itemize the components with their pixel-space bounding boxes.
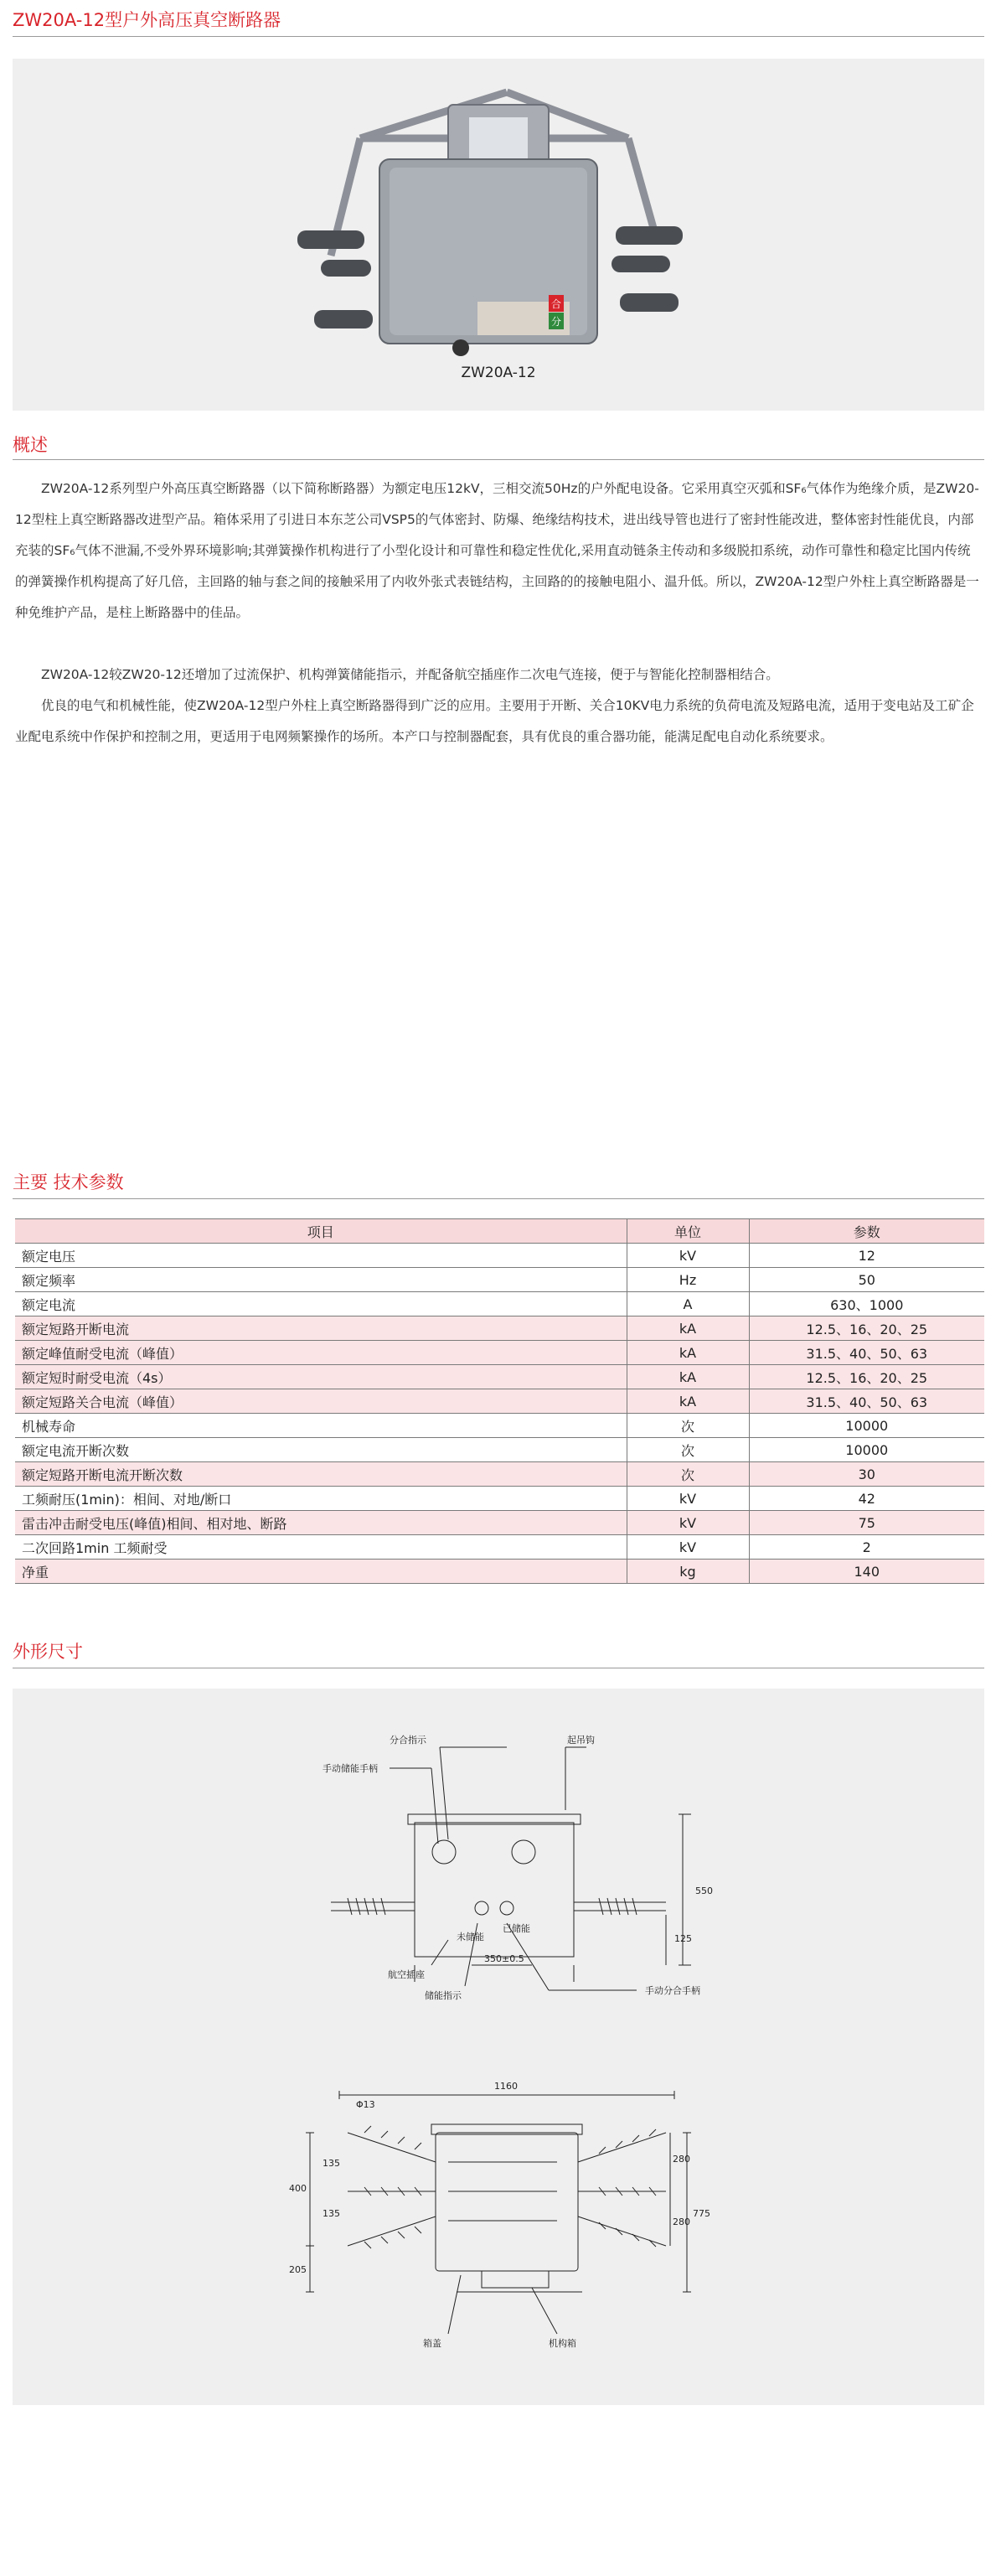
table-row: [15, 1389, 984, 1414]
label-manual-open-close-handle: 手动分合手柄: [645, 1985, 700, 1996]
col-header-value: 参数: [749, 1219, 984, 1244]
spec-item: 额定峰值耐受电流（峰值）: [15, 1341, 627, 1365]
spec-item: 工频耐压(1min)：相间、对地/断口: [15, 1487, 627, 1511]
spec-value: 10000: [749, 1414, 984, 1438]
spec-item: 额定短路开断电流开断次数: [15, 1462, 627, 1487]
overview-paragraph-2: ZW20A-12较ZW20-12还增加了过流保护、机构弹簧储能指示，并配备航空插座作二次电气连接，便于与智能化控制器相结合。: [41, 667, 779, 682]
spec-value: 630、1000: [749, 1292, 984, 1316]
spec-unit: 次: [627, 1438, 749, 1462]
label-mechanism: 机构箱: [549, 2338, 576, 2349]
title-divider: [13, 36, 984, 37]
photo-caption: ZW20A-12: [461, 365, 536, 381]
table-row: [15, 1511, 984, 1535]
spec-unit: Hz: [627, 1268, 749, 1292]
overview-paragraph-3: 优良的电气和机械性能，使ZW20A-12型户外柱上真空断路器得到广泛的应用。主要用于开断、关合10KV电力系统的负荷电流及短路电流，适用于变电站及工矿企业配电系统中作保护和控制之用，更适用于电网频繁操作的场所。本产口与控制器配套，具有优良的重合器功能，能满足配电自动化系统要求。: [15, 698, 974, 744]
table-row: [15, 1438, 984, 1462]
spec-value: 30: [749, 1462, 984, 1487]
label-lifting-hook: 起吊钩: [567, 1735, 595, 1746]
spec-item: 额定短路关合电流（峰值）: [15, 1389, 627, 1414]
spec-item: 净重: [15, 1560, 627, 1584]
spec-unit: kV: [627, 1244, 749, 1268]
specs-header-row: [15, 1219, 984, 1244]
open-label: 分: [550, 316, 562, 328]
spec-value: 31.5、40、50、63: [749, 1341, 984, 1365]
spec-unit: kV: [627, 1511, 749, 1535]
col-header-unit: 单位: [627, 1219, 749, 1244]
dim-280a: 280: [673, 2154, 690, 2165]
spec-unit: kg: [627, 1560, 749, 1584]
spec-unit: 次: [627, 1414, 749, 1438]
table-row: [15, 1560, 984, 1584]
spec-item: 机械寿命: [15, 1414, 627, 1438]
spec-value: 12.5、16、20、25: [749, 1316, 984, 1341]
spec-unit: kA: [627, 1341, 749, 1365]
label-tank: 箱盖: [423, 2338, 441, 2349]
dim-550: 550: [695, 1885, 713, 1896]
spec-item: 雷击冲击耐受电压(峰值)相间、相对地、断路: [15, 1511, 627, 1535]
spec-value: 50: [749, 1268, 984, 1292]
spec-unit: A: [627, 1292, 749, 1316]
spec-unit: kA: [627, 1316, 749, 1341]
dim-135b: 135: [323, 2208, 340, 2219]
spec-value: 31.5、40、50、63: [749, 1389, 984, 1414]
label-manual-charge-handle: 手动储能手柄: [323, 1763, 378, 1774]
dim-phi13: Φ13: [356, 2099, 375, 2110]
closed-label: 合: [550, 298, 562, 310]
spec-value: 140: [749, 1560, 984, 1584]
spec-item: 额定电流开断次数: [15, 1438, 627, 1462]
dim-400: 400: [289, 2183, 307, 2194]
table-row: [15, 1316, 984, 1341]
spec-item: 二次回路1min 工频耐受: [15, 1535, 627, 1560]
spec-value: 12.5、16、20、25: [749, 1365, 984, 1389]
table-row: [15, 1365, 984, 1389]
overview-heading: 概述: [13, 435, 48, 455]
spec-item: 额定频率: [15, 1268, 627, 1292]
spec-value: 2: [749, 1535, 984, 1560]
table-row: [15, 1268, 984, 1292]
specs-heading: 主要 技术参数: [13, 1172, 124, 1192]
dim-1160: 1160: [494, 2081, 518, 2092]
page-title: ZW20A-12型户外高压真空断路器: [13, 10, 281, 30]
spec-item: 额定电流: [15, 1292, 627, 1316]
table-row: [15, 1244, 984, 1268]
product-photo: [13, 59, 984, 411]
dim-775: 775: [693, 2208, 710, 2219]
label-uncharged: 未储能: [457, 1932, 484, 1942]
spec-unit: kA: [627, 1389, 749, 1414]
dim-125: 125: [674, 1933, 692, 1944]
spec-value: 42: [749, 1487, 984, 1511]
spec-item: 额定短路开断电流: [15, 1316, 627, 1341]
dimension-drawing-panel: [13, 1689, 984, 2405]
spec-unit: 次: [627, 1462, 749, 1487]
spec-value: 10000: [749, 1438, 984, 1462]
dimensions-heading: 外形尺寸: [13, 1642, 83, 1662]
dim-280b: 280: [673, 2216, 690, 2227]
label-open-close-indicator: 分合指示: [390, 1735, 426, 1746]
spec-unit: kA: [627, 1365, 749, 1389]
label-charge-indicator: 储能指示: [425, 1990, 462, 2001]
table-row: [15, 1292, 984, 1316]
dimension-drawing: [13, 1689, 984, 2405]
spec-item: 额定短时耐受电流（4s）: [15, 1365, 627, 1389]
specs-table: [15, 1218, 984, 1584]
spec-item: 额定电压: [15, 1244, 627, 1268]
overview-paragraph-1: ZW20A-12系列型户外高压真空断路器（以下简称断路器）为额定电压12kV，三相交流50Hz的户外配电设备。它采用真空灭弧和SF₆气体作为绝缘介质，是ZW20-12型柱上真空断路器改进型产品。箱体采用了引进日本东芝公司VSP5的气体密封、防爆、绝缘结构技术，进出线导管也进行了密封性能改进，整体密封性能优良，内部充装的SF₆气体不泄漏,不受外界环境影响;其弹簧操作机构进行了小型化设计和可靠性和稳定性优化,采用直动链条主传动和多级脱扣系统，动作可靠性和稳定比国内传统的弹簧操作机构提高了好几倍，主回路的轴与套之间的接触采用了内收外张式表链结构，主回路的的接触电阻小、温升低。所以，ZW20A-12型户外柱上真空断路器是一种免维护产品，是柱上断路器中的佳品。: [15, 481, 979, 620]
dim-205: 205: [289, 2264, 307, 2275]
table-row: [15, 1414, 984, 1438]
label-charged: 已储能: [503, 1923, 530, 1934]
product-photo-panel: [13, 59, 984, 411]
table-row: [15, 1487, 984, 1511]
col-header-item: 项目: [15, 1219, 627, 1244]
spec-unit: kV: [627, 1487, 749, 1511]
table-row: [15, 1535, 984, 1560]
specs-divider: [13, 1198, 984, 1199]
overview-divider: [13, 459, 984, 460]
spec-value: 12: [749, 1244, 984, 1268]
spec-value: 75: [749, 1511, 984, 1535]
table-row: [15, 1462, 984, 1487]
dim-135a: 135: [323, 2158, 340, 2169]
spec-unit: kV: [627, 1535, 749, 1560]
label-aviation-socket: 航空插座: [388, 1969, 425, 1980]
table-row: [15, 1341, 984, 1365]
dim-350: 350±0.5: [484, 1953, 524, 1964]
